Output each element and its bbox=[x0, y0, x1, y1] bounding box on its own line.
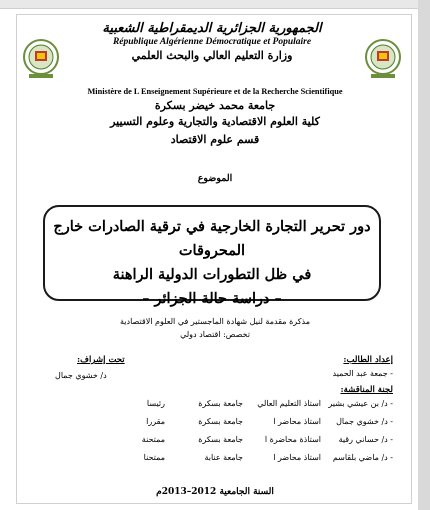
jury-member-rank: استاذ التعليم العالي bbox=[257, 399, 321, 408]
jury-row bbox=[113, 399, 393, 413]
document-page bbox=[16, 14, 412, 504]
jury-member-role: ممتحنة bbox=[141, 435, 165, 444]
republic-french: République Algérienne Démocratique et Populaire bbox=[112, 37, 312, 47]
ministry-arabic: وزارة التعليم العالي والبحث العلمي bbox=[131, 49, 293, 62]
jury-member-name: - د/ حساني رقية bbox=[338, 435, 393, 444]
university-emblem-right-icon bbox=[363, 37, 403, 79]
jury-member-university: جامعة بسكرة bbox=[198, 417, 243, 426]
jury-member-role: رئيسا bbox=[146, 399, 165, 408]
university-emblem-left-icon bbox=[21, 37, 61, 79]
jury-member-role: ممتحنا bbox=[143, 453, 165, 462]
jury-row bbox=[113, 417, 393, 431]
jury-member-university: جامعة عنابة bbox=[204, 453, 243, 462]
jury-row bbox=[113, 453, 393, 467]
department-name: قسم علوم الاقتصاد bbox=[170, 133, 260, 146]
viewer-top-edge bbox=[0, 0, 430, 9]
subject-label: الموضوع bbox=[197, 173, 233, 184]
jury-member-name: - د/ ماضي بلقاسم bbox=[332, 453, 393, 462]
jury-member-name: - د/ خشوي جمال bbox=[336, 417, 393, 426]
thesis-title-box bbox=[43, 205, 381, 307]
supervisor-label: تحت إشراف: bbox=[77, 355, 125, 365]
supervisor-name: د/ خشوي جمال bbox=[55, 371, 107, 380]
viewer-scrollbar[interactable] bbox=[418, 0, 430, 510]
jury-member-university: جامعة بسكرة bbox=[198, 399, 243, 408]
ministry-french: Ministère de L Enseignement Supérieure et de la Recherche Scientifique bbox=[87, 87, 343, 96]
specialty: تخصص: اقتصاد دولي bbox=[180, 330, 250, 339]
jury-member-name: - د/ بن عيشي بشير bbox=[328, 399, 393, 408]
thesis-title-line1: دور تحرير التجارة الخارجية في ترقية الصادرات خارج المحروقات bbox=[53, 218, 371, 259]
student-label: إعداد الطالب: bbox=[343, 355, 393, 365]
jury-member-university: جامعة بسكرة bbox=[198, 435, 243, 444]
academic-year: السنة الجامعية 2012–2013م bbox=[156, 487, 274, 497]
jury-member-rank: استاذ محاضر ا bbox=[273, 417, 321, 426]
thesis-title-line3: – دراسة حالة الجزائر – bbox=[142, 290, 282, 307]
jury-member-rank: استاذة محاضرة ا bbox=[264, 435, 321, 444]
header-block bbox=[87, 21, 337, 62]
jury-row bbox=[113, 435, 393, 449]
memo-statement: مذكرة مقدمة لنيل شهادة الماجستير في العلوم الاقتصادية bbox=[120, 317, 310, 326]
jury-member-rank: استاذ محاضر ا bbox=[273, 453, 321, 462]
thesis-title-line2: في ظل التطورات الدولية الراهنة bbox=[112, 266, 312, 283]
faculty-name: كلية العلوم الاقتصادية والتجارية وعلوم التسيير bbox=[110, 115, 320, 128]
student-name: - جمعة عبد الحميد bbox=[332, 369, 393, 378]
jury-member-role: مقررا bbox=[146, 417, 165, 426]
university-name: جامعة محمد خيضر بسكرة bbox=[154, 99, 276, 112]
republic-arabic: الجمهورية الجزائرية الديمقراطية الشعبية bbox=[102, 21, 322, 36]
jury-label: لجنة المناقشة: bbox=[340, 385, 393, 395]
